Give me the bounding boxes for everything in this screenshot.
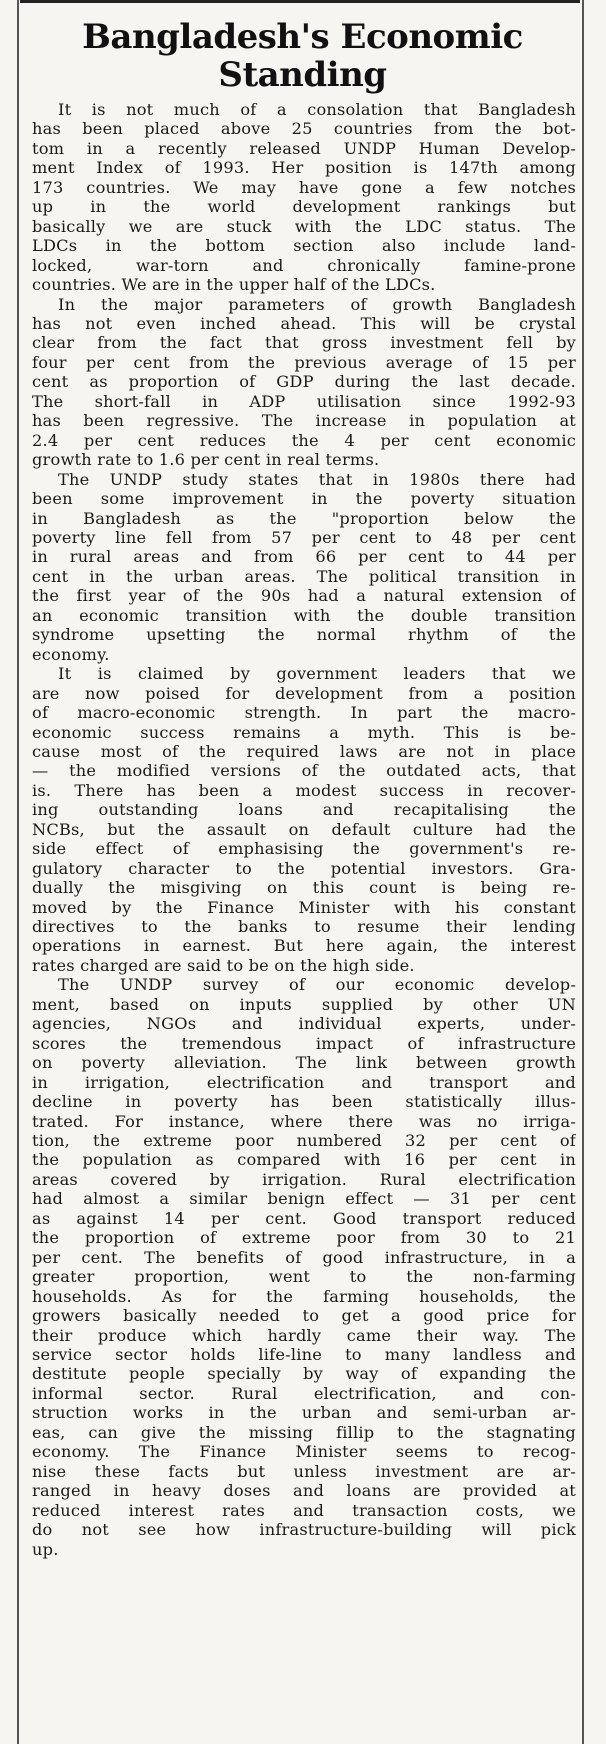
- article-line: ment, based on inputs supplied by other UN: [32, 994, 576, 1014]
- article-line: on poverty alleviation. The link between growth: [32, 1053, 576, 1073]
- article-line: service sector holds life-line to many landless and: [32, 1345, 576, 1364]
- article-line: in rural areas and from 66 per cent to 44 per: [32, 547, 576, 567]
- article-line: do not see how infrastructure-building will pick: [32, 1520, 576, 1540]
- article-line: households. As for the farming households, the: [32, 1286, 576, 1306]
- article-line: 2.4 per cent reduces the 4 per cent economic: [32, 430, 576, 450]
- article-line: The UNDP study states that in 1980s there had: [58, 469, 576, 489]
- article-line: countries. We are in the upper half of the LDCs.: [32, 275, 436, 295]
- article-paragraph: [32, 975, 576, 1559]
- article-line: gulatory character to the potential investors. Gra-: [32, 858, 576, 878]
- article-line: operations in earnest. But here again, the interest: [32, 936, 576, 956]
- article-line: moved by the Finance Minister with his constant: [32, 897, 576, 917]
- article-line: tom in a recently released UNDP Human Develop-: [32, 138, 576, 158]
- article-line: of macro-economic strength. In part the macro-: [32, 703, 576, 723]
- article-line: has not even inched ahead. This will be crystal: [32, 313, 576, 333]
- article-line: economy.: [32, 644, 110, 664]
- article-line: agencies, NGOs and individual experts, under-: [32, 1014, 576, 1034]
- article-line: economy. The Finance Minister seems to recog-: [32, 1442, 576, 1462]
- article-line: ing outstanding loans and recapitalising the: [32, 800, 576, 820]
- article-headline: Bangladesh's Economic Standing: [82, 17, 523, 95]
- article-line: in Bangladesh as the "proportion below the: [32, 508, 576, 528]
- article-line: greater proportion, went to the non-farming: [32, 1267, 576, 1287]
- article-line: eas, can give the missing fillip to the stagnating: [32, 1422, 576, 1442]
- article-line: the first year of the 90s had a natural extension of: [32, 586, 576, 606]
- article-line: cause most of the required laws are not in place: [32, 741, 576, 761]
- article-line: their produce which hardly came their way. The: [32, 1325, 576, 1345]
- article-line: economic success remains a myth. This is be-: [32, 722, 576, 742]
- article-paragraph: [32, 295, 576, 470]
- left-column-rule: [17, 0, 19, 1744]
- article-line: growers basically needed to get a good price for: [32, 1306, 576, 1326]
- article-line: side effect of emphasising the government's re-: [32, 839, 576, 859]
- article-line: trated. For instance, where there was no irriga-: [32, 1111, 576, 1131]
- top-rule: [20, 0, 580, 3]
- article-line: LDCs in the bottom section also include land-: [32, 236, 576, 256]
- article-line: tion, the extreme poor numbered 32 per cent of: [32, 1131, 576, 1151]
- article-body: [32, 100, 576, 1559]
- article-line: in irrigation, electrification and transport and: [32, 1072, 576, 1092]
- article-line: the population as compared with 16 per cent in: [32, 1150, 576, 1170]
- article-paragraph: [32, 664, 576, 975]
- article-line: In the major parameters of growth Bangladesh: [58, 294, 576, 314]
- article-line: — the modified versions of the outdated acts, that: [32, 761, 576, 781]
- article-line: clear from the fact that gross investment fell by: [32, 333, 576, 353]
- article-line: up in the world development rankings but: [32, 197, 576, 217]
- article-line: informal sector. Rural electrification, and con-: [32, 1383, 576, 1403]
- article-line: the proportion of extreme poor from 30 to 21: [32, 1228, 576, 1248]
- article-line: scores the tremendous impact of infrastructure: [32, 1033, 576, 1053]
- article-line: has been placed above 25 countries from the bot-: [32, 119, 576, 139]
- article-line: locked, war-torn and chronically famine-prone: [32, 255, 576, 275]
- article-paragraph: [32, 100, 576, 295]
- article-line: NCBs, but the assault on default culture had the: [32, 819, 576, 839]
- article-line: directives to the banks to resume their lending: [32, 917, 576, 937]
- article-line: It is not much of a consolation that Bangladesh: [58, 100, 576, 119]
- article-line: poverty line fell from 57 per cent to 48 per cent: [32, 527, 576, 547]
- article-line: basically we are stuck with the LDC status. The: [32, 216, 576, 236]
- article-line: been some improvement in the poverty situation: [32, 489, 576, 509]
- article-line: The short-fall in ADP utilisation since 1992-93: [32, 391, 576, 411]
- article-line: had almost a similar benign effect — 31 per cent: [32, 1189, 576, 1209]
- article-line: It is claimed by government leaders that we: [58, 664, 576, 684]
- article-line: areas covered by irrigation. Rural electrification: [32, 1169, 576, 1189]
- article-line: four per cent from the previous average of 15 per: [32, 352, 576, 372]
- article-line: destitute people specially by way of expanding the: [32, 1364, 576, 1384]
- article-line: up.: [32, 1539, 59, 1559]
- article-line: 173 countries. We may have gone a few notches: [32, 177, 576, 197]
- article-line: has been regressive. The increase in population at: [32, 411, 576, 431]
- article-line: cent as proportion of GDP during the last decade.: [32, 372, 576, 392]
- article-line: ment Index of 1993. Her position is 147th among: [32, 158, 576, 178]
- article-line: rates charged are said to be on the high side.: [32, 955, 415, 975]
- article-line: dually the misgiving on this count is being re-: [32, 878, 576, 898]
- article-paragraph: [32, 470, 576, 665]
- article-line: growth rate to 1.6 per cent in real terms.: [32, 450, 380, 470]
- article-line: nise these facts but unless investment are ar-: [32, 1461, 576, 1481]
- article-line: ranged in heavy doses and loans are provided at: [32, 1481, 576, 1501]
- article-line: decline in poverty has been statistically illus-: [32, 1092, 576, 1112]
- article-line: an economic transition with the double transition: [32, 605, 576, 625]
- article-line: struction works in the urban and semi-urban ar-: [32, 1403, 576, 1423]
- article-line: The UNDP survey of our economic develop-: [58, 975, 576, 995]
- article-line: reduced interest rates and transaction costs, we: [32, 1500, 576, 1520]
- right-column-rule: [582, 0, 584, 1744]
- article-line: is. There has been a modest success in recover-: [32, 780, 576, 800]
- article-line: syndrome upsetting the normal rhythm of the: [32, 625, 576, 645]
- article-line: as against 14 per cent. Good transport reduced: [32, 1208, 576, 1228]
- article-line: cent in the urban areas. The political transition in: [32, 566, 576, 586]
- article-line: per cent. The benefits of good infrastructure, in a: [32, 1247, 576, 1267]
- article-line: are now poised for development from a position: [32, 683, 576, 703]
